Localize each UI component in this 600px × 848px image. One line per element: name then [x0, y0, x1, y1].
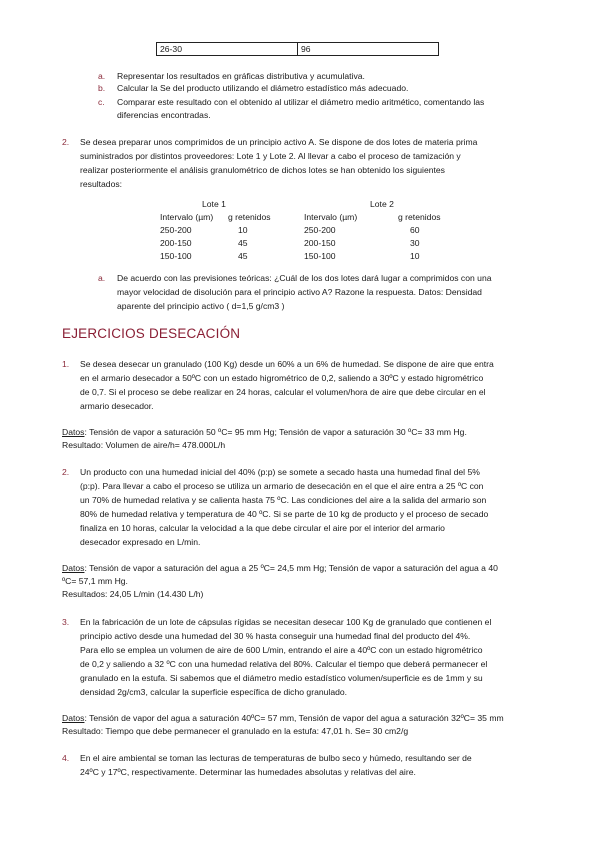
desecacion-1-datos: [62, 426, 467, 438]
desecacion-3-datos: [62, 712, 504, 724]
desecacion-1-line-1: Se desea desecar un granulado (100 Kg) desde un 60% a un 6% de humedad. Se dispone de aire que entra: [80, 359, 494, 369]
desecacion-2-line-6: desecador expresado en L/min.: [80, 537, 201, 547]
desecacion-3-result: Resultado: Tiempo que debe permanecer el granulado en la estufa: 47,01 h. Se= 30 cm2/g: [62, 726, 409, 736]
lote-1-header-grams: g retenidos: [228, 212, 271, 222]
datos-label: Datos: [62, 713, 85, 723]
exercise-2-line-4: resultados:: [80, 179, 123, 189]
lote-1-row-1-interval: 250-200: [160, 225, 192, 235]
sub-a-line-2: mayor velocidad de disolución para el principio activo A? Razone la respuesta. Datos: Densidad: [117, 287, 482, 297]
lote-2-row-1-interval: 250-200: [304, 225, 336, 235]
desecacion-2-line-4: 80% de humedad relativa y temperatura de 40 ºC. Si se parte de 10 kg de producto y el proceso de secado: [80, 509, 489, 519]
desecacion-3-line-4: de 0,2 y saliendo a 32 ºC con una humedad relativa del 80%. Calcular el tiempo que deberá permanecer el: [80, 659, 488, 669]
datos-label: Datos: [62, 427, 85, 437]
list-letter-a: a.: [98, 71, 106, 81]
desecacion-4-line-2: 24ºC y 17ºC, respectivamente. Determinar las humedades absolutas y relativas del aire.: [80, 767, 416, 777]
exercise-2-line-3: realizar posteriormente el análisis granulométrico de dichos lotes se han obtenido los siguientes: [80, 165, 445, 175]
desecacion-3-line-3: Para ello se emplea un volumen de aire de 600 L/min, entrando el aire a 40ºC con un estado higrométrico: [80, 645, 483, 655]
desecacion-3-line-1: En la fabricación de un lote de cápsulas rígidas se necesitan desecar 100 Kg de granulado que contienen el: [80, 617, 492, 627]
desecacion-2-datos-line-2: ºC= 57,1 mm Hg.: [62, 576, 128, 586]
desecacion-4-number: 4.: [62, 753, 70, 763]
lote-2-header-interval: Intervalo (µm): [304, 212, 358, 222]
desecacion-3-line-2: principio activo desde una humedad del 30 % hasta conseguir una humedad final del producto del 4%.: [80, 631, 471, 641]
lote-1-row-2-interval: 200-150: [160, 238, 192, 248]
desecacion-1-line-4: armario desecador.: [80, 401, 154, 411]
results-table-last-row: [156, 42, 439, 56]
list-letter-c: c.: [98, 97, 105, 107]
exercise-2-line-2: suministrados por distintos proveedores: Lote 1 y Lote 2. Al llevar a cabo el proceso de tamización y: [80, 151, 461, 161]
exercise-2-number: 2.: [62, 137, 70, 147]
desecacion-1-line-3: de 0,7. Si el proceso se debe realizar en 24 horas, calcular el volumen/hora de aire que debe circular en el: [80, 387, 486, 397]
desecacion-2-line-5: finaliza en 10 horas, calcular la velocidad a la que debe circular el aire por el interior del armario: [80, 523, 445, 533]
desecacion-3-number: 3.: [62, 617, 70, 627]
desecacion-1-number: 1.: [62, 359, 70, 369]
desecacion-1-result: Resultado: Volumen de aire/h= 478.000L/h: [62, 440, 226, 450]
exercise-2-line-1: Se desea preparar unos comprimidos de un principio activo A. Se dispone de dos lotes de materia prima: [80, 137, 478, 147]
lote-2-row-1-grams: 60: [410, 225, 420, 235]
desecacion-2-line-1: Un producto con una humedad inicial del 40% (p:p) se somete a secado hasta una humedad final del 5%: [80, 467, 480, 477]
datos-text: : Tensión de vapor a saturación del agua a 25 ºC= 24,5 mm Hg; Tensión de vapor a saturación del agua a 40: [84, 563, 498, 573]
lote-2-title: Lote 2: [370, 199, 394, 209]
desecacion-3-line-5: granulado en la estufa. Si sabemos que el diámetro medio estadístico volumen/superficie es de 1mm y su: [80, 673, 483, 683]
table-cell-interval: 26-30: [157, 43, 298, 56]
list-item-c-line-1: Comparar este resultado con el obtenido al utilizar el diámetro medio aritmético, comentando las: [117, 97, 485, 107]
desecacion-2-datos-line-1: [62, 562, 498, 574]
table-cell-count: 96: [298, 43, 439, 56]
desecacion-3-line-6: densidad 2g/cm3, calcular la superficie específica de dicho granulado.: [80, 687, 348, 697]
list-letter-b: b.: [98, 83, 106, 93]
section-heading: EJERCICIOS DESECACIÓN: [62, 326, 241, 341]
list-item-c-line-2: diferencias encontradas.: [117, 110, 211, 120]
lote-2-row-3-grams: 10: [410, 251, 420, 261]
sub-a-line-1: De acuerdo con las previsiones teóricas: ¿Cuál de los dos lotes dará lugar a comprimidos con una: [117, 273, 492, 283]
sub-a-line-3: aparente del principio activo ( d=1,5 g/cm3 ): [117, 301, 285, 311]
lote-2-row-2-grams: 30: [410, 238, 420, 248]
desecacion-2-result: Resultados: 24,05 L/min (14.430 L/h): [62, 589, 204, 599]
lote-1-row-2-grams: 45: [238, 238, 248, 248]
lote-1-title: Lote 1: [202, 199, 226, 209]
lote-2-row-2-interval: 200-150: [304, 238, 336, 248]
lote-1-row-3-grams: 45: [238, 251, 248, 261]
lote-2-row-3-interval: 150-100: [304, 251, 336, 261]
lote-1-header-interval: Intervalo (µm): [160, 212, 214, 222]
lote-2-header-grams: g retenidos: [398, 212, 441, 222]
desecacion-2-line-2: (p:p). Para llevar a cabo el proceso se utiliza un armario de desecación en el que el aire entra a 25 ºC con: [80, 481, 484, 491]
lote-1-row-3-interval: 150-100: [160, 251, 192, 261]
list-item-b-text: Calcular la Se del producto utilizando el diámetro estadístico más adecuado.: [117, 83, 409, 93]
datos-text: : Tensión de vapor del agua a saturación 40ºC= 57 mm, Tensión de vapor del agua a saturación 32ºC= 35 mm: [84, 713, 504, 723]
desecacion-4-line-1: En el aire ambiental se toman las lecturas de temperaturas de bulbo seco y húmedo, resultando ser de: [80, 753, 472, 763]
table-row: [157, 43, 439, 56]
datos-text: : Tensión de vapor a saturación 50 ºC= 95 mm Hg; Tensión de vapor a saturación 30 ºC= 33 mm Hg.: [84, 427, 467, 437]
list-item-a-text: Representar los resultados en gráficas distributiva y acumulativa.: [117, 71, 365, 81]
datos-label: Datos: [62, 563, 85, 573]
lote-1-row-1-grams: 10: [238, 225, 248, 235]
sub-a-letter: a.: [98, 273, 106, 283]
desecacion-1-line-2: en el armario desecador a 50ºC con un estado higrométrico de 0,2, saliendo a 30ºC y estado higrométrico: [80, 373, 484, 383]
desecacion-2-number: 2.: [62, 467, 70, 477]
desecacion-2-line-3: un 70% de humedad relativa y se calienta hasta 75 ºC. Las condiciones del aire a la salida del armario son: [80, 495, 487, 505]
